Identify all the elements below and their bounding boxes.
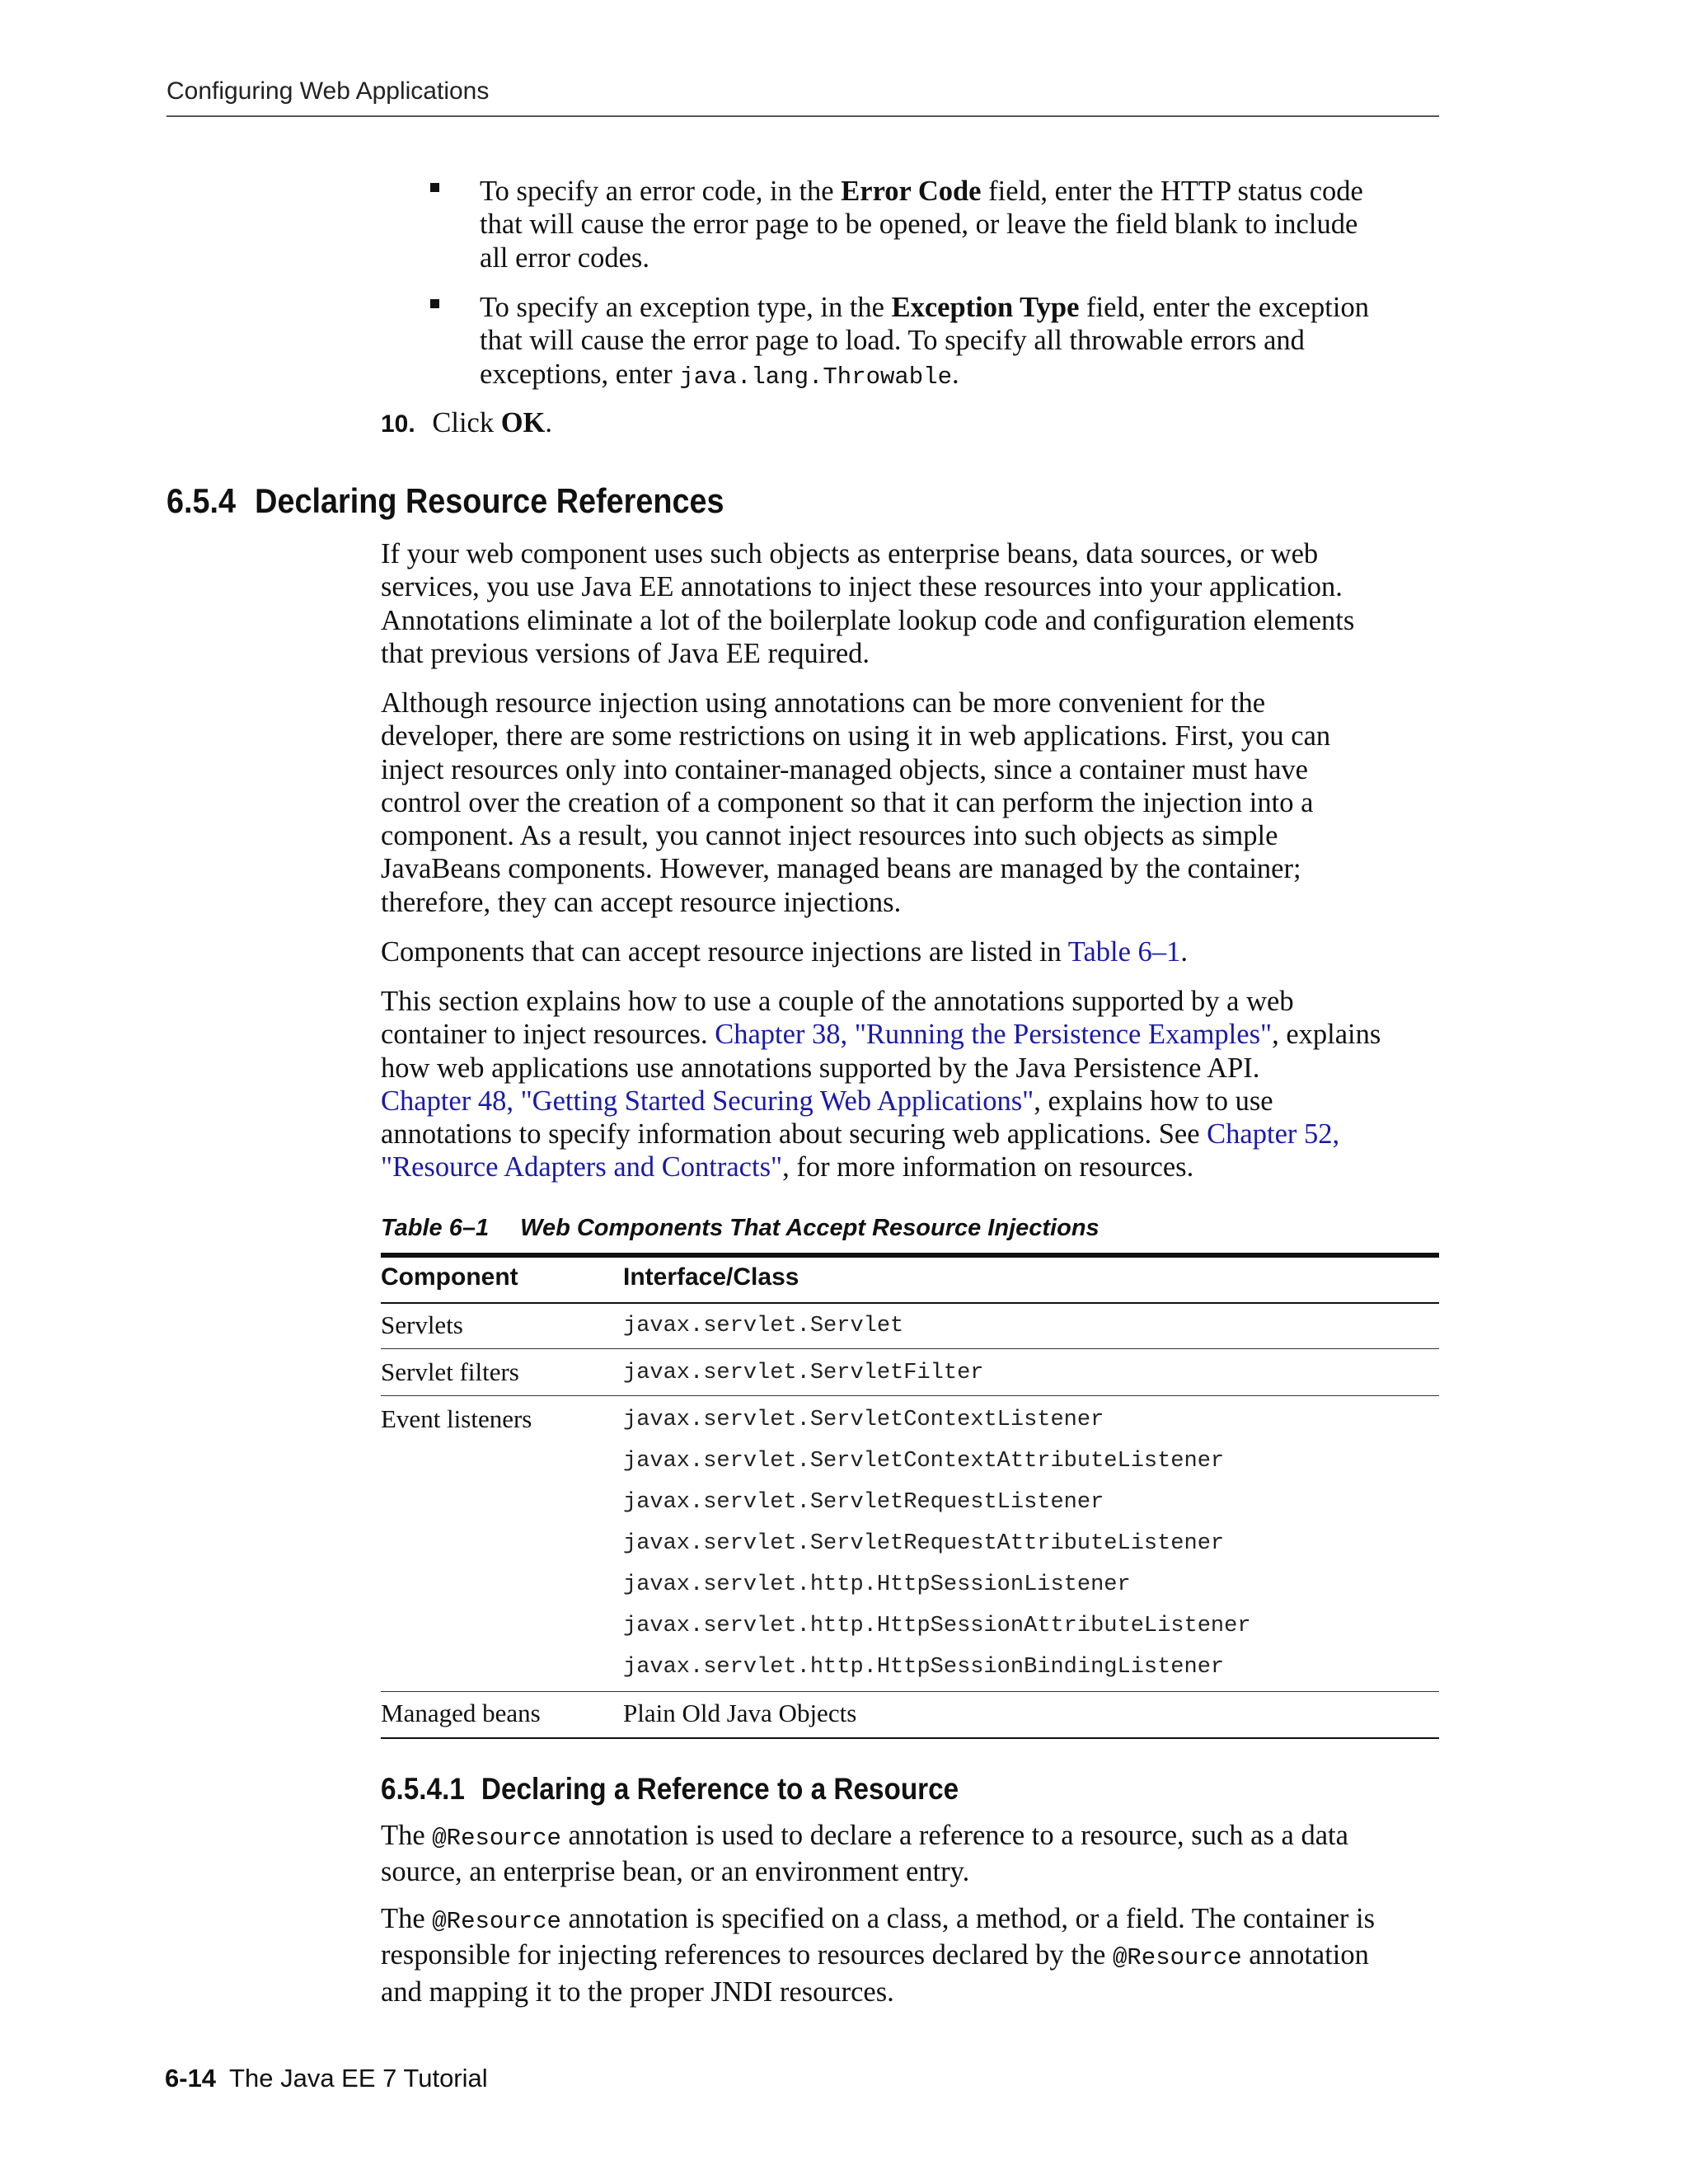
cell-interface-class: javax.servlet.http.HttpSessionAttributeListener: [623, 1614, 1251, 1638]
link-chapter-52[interactable]: Chapter 52,: [1207, 1118, 1340, 1151]
section-number: 6.5.4: [166, 481, 237, 520]
paragraph-annotations: This section explains how to use a couple of the annotations supported by a web container to inject resources. Chapter 38, "Running the Persistence Examples", explains how web applications use annotations supported by the Java Persistence API. Chapter 48, "Getting Started Securing Web Applications", explains how to use annotations to specify information about securing web applications. See Chapter 52, "Resource Adapters and Contracts", for more information on resources.: [381, 986, 1381, 1183]
link-chapter-52-title[interactable]: "Resource Adapters and Contracts": [381, 1151, 783, 1183]
bullet-item-exception-type: To specify an exception type, in the Exception Type field, enter the exception that will cause the error page to load. To specify all throwable errors and exceptions, enter java.lang.Throwable.: [480, 292, 1369, 391]
bullet-square-icon: [430, 183, 439, 192]
book-title: The Java EE 7 Tutorial: [229, 2064, 488, 2093]
table-row-rule: [381, 1348, 1439, 1349]
table-row-rule: [381, 1395, 1439, 1396]
ui-term-exception-type: Exception Type: [891, 292, 1080, 323]
ui-term-error-code: Error Code: [841, 176, 982, 207]
table-caption-title: Web Components That Accept Resource Injections: [520, 1215, 1100, 1241]
code-resource-annotation: @Resource: [432, 1825, 561, 1852]
running-header-title: Configuring Web Applications: [166, 77, 490, 105]
ui-term-ok: OK: [500, 407, 546, 438]
cell-component: Servlet filters: [381, 1357, 519, 1386]
cell-interface-class: javax.servlet.ServletRequestAttributeListener: [623, 1531, 1225, 1556]
cell-interface-class: javax.servlet.http.HttpSessionBindingListener: [623, 1655, 1225, 1680]
cell-interface-class: javax.servlet.ServletFilter: [623, 1361, 984, 1385]
table-caption: [381, 1215, 1100, 1242]
table-bottom-rule: [381, 1737, 1439, 1739]
paragraph-resource-annotation: The @Resource annotation is used to declare a reference to a resource, such as a data source, an enterprise bean, or an environment entry.: [381, 1820, 1348, 1888]
cell-interface-class: javax.servlet.ServletRequestListener: [623, 1490, 1104, 1515]
running-header: [166, 76, 1439, 117]
subsection-number: 6.5.4.1: [381, 1772, 465, 1806]
subsection-heading: [381, 1772, 959, 1807]
link-chapter-38[interactable]: Chapter 38, "Running the Persistence Examples": [715, 1019, 1273, 1051]
cell-interface-class: javax.servlet.http.HttpSessionListener: [623, 1572, 1131, 1597]
paragraph-resource-injection: The @Resource annotation is specified on a class, a method, or a field. The container is responsible for injecting references to resources declared by the @Resource annotation and mapping it to the proper JNDI resources.: [381, 1903, 1376, 2008]
cell-interface-class: Plain Old Java Objects: [623, 1699, 857, 1727]
code-java-lang-throwable: java.lang.Throwable: [679, 363, 953, 391]
cell-component: Managed beans: [381, 1699, 541, 1727]
column-header-component: Component: [381, 1263, 518, 1291]
bullet-square-icon: [430, 299, 439, 308]
cell-interface-class: javax.servlet.Servlet: [623, 1314, 904, 1338]
cell-interface-class: javax.servlet.ServletContextAttributeListener: [623, 1449, 1225, 1474]
cell-interface-class: javax.servlet.ServletContextListener: [623, 1408, 1104, 1432]
page-number: 6-14: [165, 2064, 217, 2093]
code-resource-annotation: @Resource: [432, 1908, 561, 1935]
cell-component: Servlets: [381, 1310, 463, 1339]
paragraph-intro: If your web component uses such objects as enterprise beans, data sources, or web services, you use Java EE annotations to inject these resources into your application. Annotations eliminate a lot of the boilerplate lookup code and configuration elements that previous versions of Java EE required.: [381, 538, 1355, 669]
step-number: 10.: [381, 410, 415, 438]
cell-component: Event listeners: [381, 1404, 532, 1433]
table-header-rule: [381, 1302, 1439, 1304]
link-chapter-48[interactable]: Chapter 48, "Getting Started Securing Web Applications": [381, 1085, 1034, 1117]
table-top-rule: [381, 1253, 1439, 1258]
page-footer: [165, 2064, 488, 2093]
paragraph-components-list: Components that can accept resource injections are listed in Table 6–1.: [381, 936, 1188, 968]
table-caption-number: Table 6–1: [381, 1215, 490, 1241]
table-row-rule: [381, 1691, 1439, 1692]
link-table-6-1[interactable]: Table 6–1: [1067, 936, 1181, 968]
section-heading: [166, 481, 724, 521]
step-10: 10. Click OK.: [381, 407, 553, 438]
section-title: Declaring Resource References: [255, 481, 724, 520]
subsection-title: Declaring a Reference to a Resource: [481, 1772, 959, 1806]
paragraph-restrictions: Although resource injection using annotations can be more convenient for the developer, there are some restrictions on using it in web applications. First, you can inject resources only into container-managed objects, since a container must have control over the creation of a component so that it can perform the injection into a component. As a result, you cannot inject resources into such objects as simple JavaBeans components. However, managed beans are managed by the container; therefore, they can accept resource injections.: [381, 687, 1331, 918]
code-resource-annotation: @Resource: [1113, 1944, 1242, 1972]
bullet-item-error-code: To specify an error code, in the Error Code field, enter the HTTP status code that will cause the error page to be opened, or leave the field blank to include all error codes.: [480, 176, 1363, 274]
column-header-interface-class: Interface/Class: [623, 1263, 799, 1291]
